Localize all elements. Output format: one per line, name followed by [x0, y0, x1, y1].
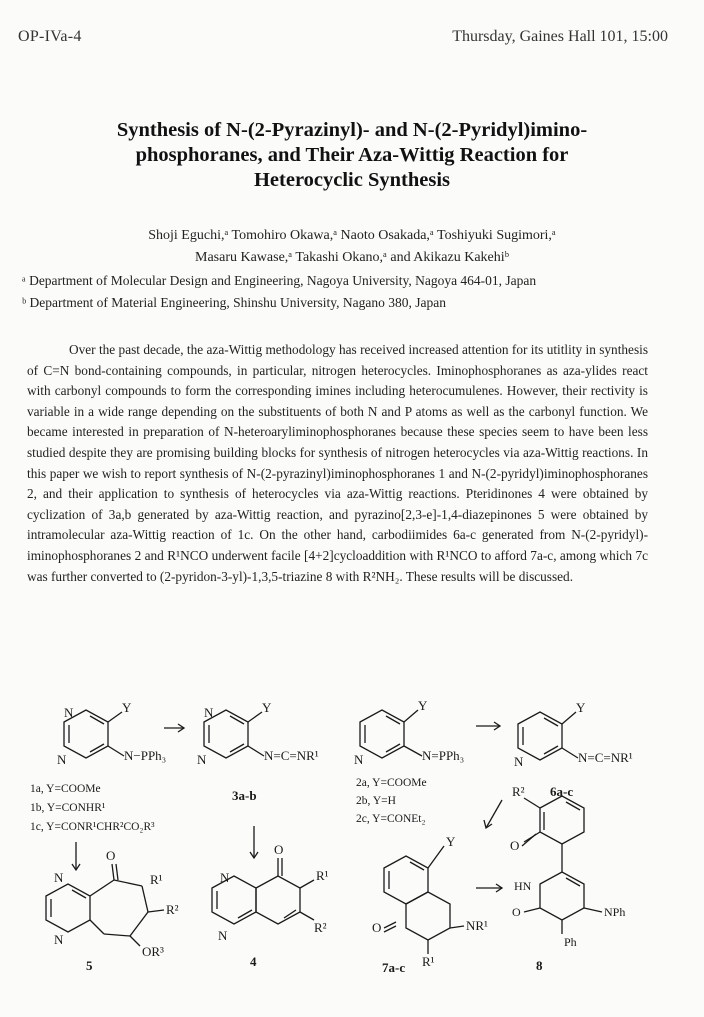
c3-label: 3a-b [232, 788, 257, 803]
authors-line-1: Shoji Eguchi,ᵃ Tomohiro Okawa,ᵃ Naoto Osakada,ᵃ Toshiyuki Sugimori,ᵃ [148, 228, 556, 243]
scheme-svg [24, 700, 684, 1000]
c4-n-bottom: N [218, 928, 228, 943]
c7-r1: R¹ [422, 954, 435, 969]
c7-o: O [372, 920, 382, 935]
title-line-1: Synthesis of N-(2-Pyrazinyl)- and N-(2-Pyridyl)imino- [116, 119, 588, 141]
c8-nph: NPh [604, 905, 626, 919]
c2-label-a: 2a, Y=COOMe [356, 777, 427, 789]
c3-y: Y [262, 700, 272, 715]
c8-ph: Ph [564, 935, 577, 949]
page-header [18, 28, 668, 52]
c2-substituent: N=PPh₃ [422, 748, 465, 763]
c6-substituent: N=C=NR¹ [578, 750, 633, 765]
pyridine-ring-6 [518, 712, 578, 760]
author-list [30, 225, 674, 269]
affiliation-a: ᵃ Department of Molecular Design and Engineering, Nagoya University, Nagoya 464-01, Japan [22, 273, 537, 288]
paper-title [30, 118, 674, 193]
diazepinone-5 [46, 864, 164, 946]
session-code: OP-IVa-4 [18, 28, 82, 45]
c6-y: Y [576, 700, 586, 715]
session-info: Thursday, Gaines Hall 101, 15:00 [452, 28, 668, 45]
abstract-body: Over the past decade, the aza-Wittig methodology has received increased attention for its utitlity in synthesis of C=N bond-containing compounds, in particular, nitrogen heterocycles. Iminophosphoranes as aza-ylides react with carbonyl compounds to form the corresponding imines including heterocumulenes. However, their rectivity is variable in a wide range depending on the substituents of both N and P atoms as well as the carbonyl function. We became interested in preparation of N-heteroaryliminophosphoranes because these species seem to have been less studied despite they are promising building blocks for synthesis of nitrogen heterocycles via aza-Wittig reactions. In this paper we wish to report synthesis of N-(2-pyrazinyl)iminophosphoranes 1 and N-(2-pyridyl)iminophosphoranes 2, and their application to synthesis of heterocycles via aza-Wittig reactions. Pteridinones 4 were obtained by cyclization of 3a,b generated by aza-Wittig reaction, and pyrazino[2,3-e]-1,4-diazepinones 5 were obtained by intramolecular aza-Wittig reaction of 1c. On the other hand, carbodiimides 6a-c generated from N-(2-pyridyl)-iminophosphoranes 2 and R¹NCO underwent facile [4+2]cycloaddition with R¹NCO to afford 7a-c, among which 7c was further converted to (2-pyridon-3-yl)-1,3,5-triazine 8 with R²NH₂. These results will be discussed. [27, 342, 648, 584]
authors-line-2: Masaru Kawase,ᵃ Takashi Okano,ᵃ and Akikazu Kakehiᵇ [195, 250, 509, 265]
c5-r2: R² [166, 902, 179, 917]
c3-n-bottom: N [197, 752, 207, 767]
c2-label-b: 2b, Y=H [356, 795, 396, 807]
c1-n-bottom: N [57, 752, 67, 767]
pteridinone-4 [212, 858, 314, 924]
c4-r1: R¹ [316, 868, 329, 883]
c7-nr1: NR¹ [466, 918, 488, 933]
c1-y: Y [122, 700, 132, 715]
pyridine-ring-2 [360, 710, 422, 758]
c5-n-top: N [54, 870, 64, 885]
c5-r1: R¹ [150, 872, 163, 887]
c1-n-top: N [64, 705, 74, 720]
c7-label: 7a-c [382, 960, 406, 975]
c5-or3: OR³ [142, 944, 164, 959]
title-line-2: phosphoranes, and Their Aza-Wittig Reaction for [135, 144, 569, 166]
c4-label: 4 [250, 954, 257, 969]
affiliation-b: ᵇ Department of Material Engineering, Shinshu University, Nagano 380, Japan [22, 295, 446, 310]
c1-label-b: 1b, Y=CONHR¹ [30, 802, 106, 814]
c6-label: 6a-c [550, 784, 574, 799]
c5-label: 5 [86, 958, 93, 973]
c3-substituent: N=C=NR¹ [264, 748, 319, 763]
title-line-3: Heterocyclic Synthesis [253, 169, 451, 191]
reaction-scheme [24, 700, 684, 1000]
arrow-6-to-7 [486, 800, 502, 828]
c3-n-top: N [204, 705, 214, 720]
c1-substituent: N−PPh₃ [124, 748, 167, 763]
c1-label-c: 1c, Y=CONR¹CHR²CO₂R³ [30, 821, 155, 833]
pyridotriazinone-7 [384, 846, 464, 954]
c8-hn: HN [514, 879, 532, 893]
pyridonyl-triazine-8 [522, 796, 602, 934]
c8-o-bottom: O [512, 905, 521, 919]
c2-label-c: 2c, Y=CONEt₂ [356, 813, 426, 825]
c4-n-top: N [220, 870, 230, 885]
c7-y: Y [446, 834, 456, 849]
c1-label-a: 1a, Y=COOMe [30, 783, 101, 795]
c8-o-top: O [510, 838, 520, 853]
c6-n: N [514, 754, 524, 769]
c2-y: Y [418, 700, 428, 713]
c4-r2: R² [314, 920, 327, 935]
c2-n: N [354, 752, 364, 767]
c5-n-bottom: N [54, 932, 64, 947]
c8-r2: R² [512, 784, 525, 799]
c5-o: O [106, 848, 116, 863]
c8-label: 8 [536, 958, 543, 973]
c4-o: O [274, 842, 284, 857]
